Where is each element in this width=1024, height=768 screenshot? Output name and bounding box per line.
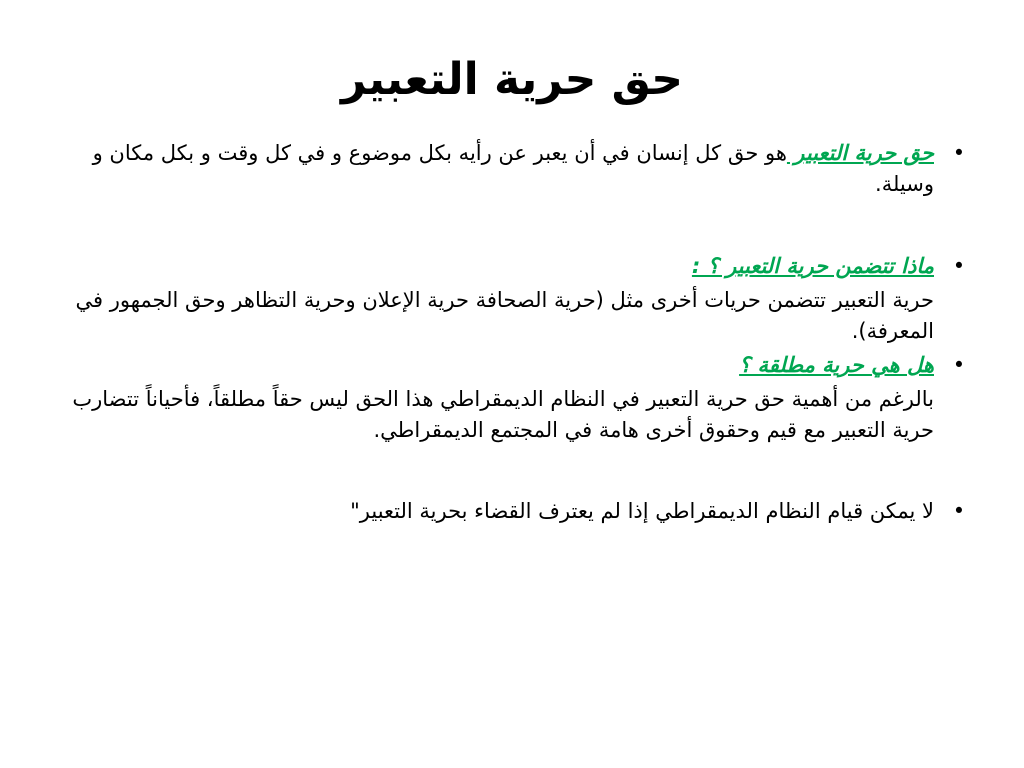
judiciary-text: لا يمكن قيام النظام الديمقراطي إذا لم يعترف القضاء بحرية التعبير": [350, 499, 934, 523]
definition-lead: حق حرية التعبير: [786, 141, 934, 165]
bullet-icon: •: [952, 499, 966, 523]
includes-question: ماذا تتضمن حرية التعبير ؟ :: [691, 254, 934, 278]
slide-title: حق حرية التعبير: [341, 54, 683, 105]
slide-content: [69, 138, 969, 527]
bullet-icon: •: [952, 353, 966, 377]
absolute-question: هل هي حرية مطلقة ؟: [739, 353, 934, 377]
includes-answer-paragraph: حرية التعبير تتضمن حريات أخرى مثل (حرية الصحافة حرية الإعلان وحرية التظاهر وحق الجمهور في المعرفة).: [75, 288, 934, 343]
absolute-answer-paragraph: بالرغم من أهمية حق حرية التعبير في النظام الديمقراطي هذا الحق ليس حقاً مطلقاً، فأحياناً تتضارب حرية التعبير مع قيم وحقوق أخرى هامة في المجتمع الديمقراطي.: [72, 387, 934, 442]
bullet-item-judiciary: [69, 496, 969, 527]
bullet-item-definition: [69, 138, 969, 200]
bullet-icon: •: [952, 254, 966, 278]
bullet-item-includes-question: [69, 251, 969, 282]
bullet-icon: •: [952, 141, 966, 165]
definition-text: هو حق كل إنسان في أن يعبر عن رأيه بكل موضوع و في كل وقت و بكل مكان و وسيلة.: [92, 141, 934, 196]
bullet-item-absolute-question: [69, 350, 969, 381]
